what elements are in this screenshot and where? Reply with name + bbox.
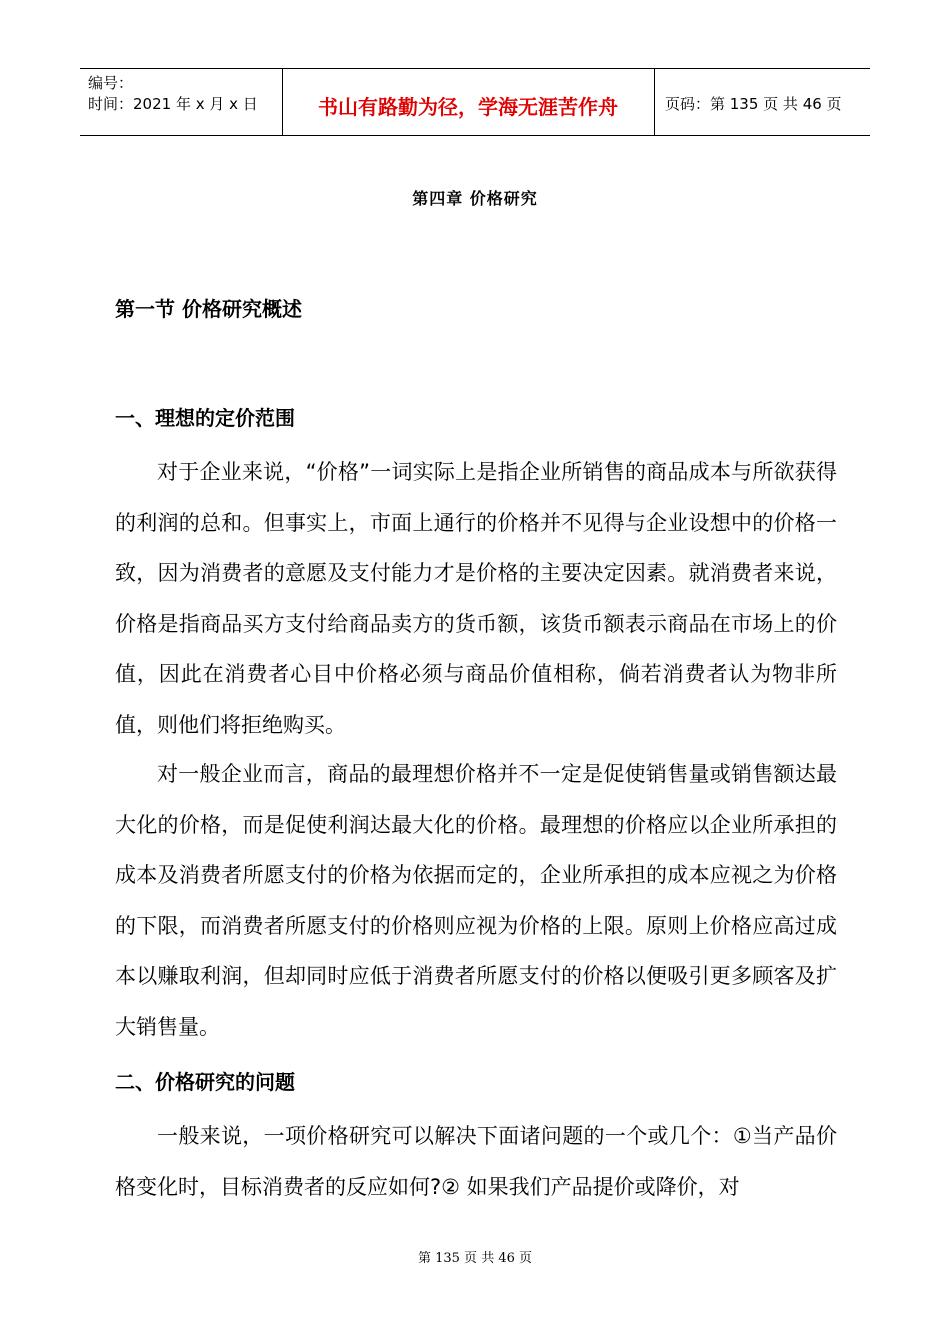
paragraph-1: 对于企业来说，“价格”一词实际上是指企业所销售的商品成本与所欲获得的利润的总和。但事实上，市面上通行的价格并不见得与企业设想中的价格一致，因为消费者的意愿及支付能力才是价格的主要决定因素。就消费者来说，价格是指商品买方支付给商品卖方的货币额，该货币额表示商品在市场上的价值，因此在消费者心目中价格必须与商品价值相称，倘若消费者认为物非所值，则他们将拒绝购买。 (115, 460, 837, 737)
page-header (80, 68, 870, 136)
chapter-title: 第四章 价格研究 (412, 189, 538, 208)
paragraph-2: 对一般企业而言，商品的最理想价格并不一定是促使销售量或销售额达最大化的价格，而是促使利润达最大化的价格。最理想的价格应以企业所承担的成本及消费者所愿支付的价格为依据而定的，企业所承担的成本应视之为价格的下限，而消费者所愿支付的价格则应视为价格的上限。原则上价格应高过成本以赚取利润，但却同时应低于消费者所愿支付的价格以便吸引更多顾客及扩大销售量。 (115, 762, 837, 1039)
section-title: 第一节 价格研究概述 (115, 297, 302, 321)
paragraph-3: 一般来说，一项价格研究可以解决下面诸问题的一个或几个：①当产品价格变化时，目标消费者的反应如何?② 如果我们产品提价或降价，对 (115, 1124, 837, 1199)
header-time-label: 时间：2021 年 x 月 x 日 (88, 95, 258, 113)
header-number-label: 编号： (88, 74, 134, 92)
header-page-label: 页码：第 135 页 共 46 页 (665, 95, 842, 113)
header-divider (654, 69, 655, 135)
subsection-title-1: 一、理想的定价范围 (115, 406, 295, 430)
header-motto: 书山有路勤为径，学海无涯苦作舟 (318, 95, 618, 119)
page-footer: 第 135 页 共 46 页 (417, 1251, 533, 1266)
subsection-title-2: 二、价格研究的问题 (115, 1070, 295, 1094)
header-meta (88, 73, 258, 115)
